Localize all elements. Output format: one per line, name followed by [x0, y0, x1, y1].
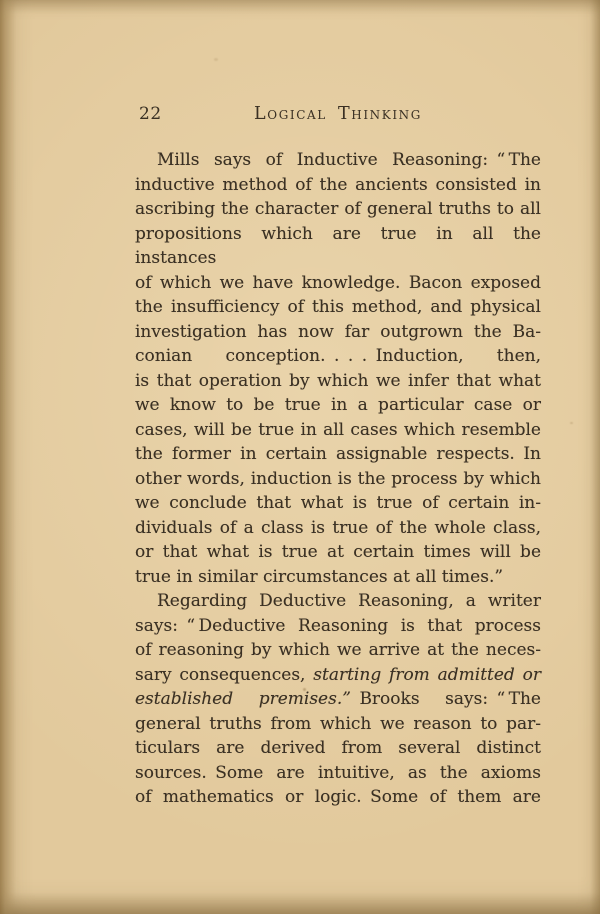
body-text — [135, 148, 541, 810]
running-title: Logical Thinking — [254, 104, 422, 124]
text-segment: the former in certain assignable respects. In — [135, 444, 541, 464]
text-line — [135, 393, 541, 418]
paper-speck — [570, 422, 573, 424]
text-segment: is that operation by which we infer that what — [135, 370, 541, 391]
running-head — [135, 104, 541, 130]
text-segment: of mathematics or logic. Some of them are — [135, 787, 541, 807]
text-segment: dividuals of a class is true of the whole class, — [135, 517, 541, 538]
text-line — [135, 785, 541, 810]
text-segment: sary consequences, — [135, 664, 314, 685]
text-line — [135, 467, 541, 492]
text-line — [135, 663, 541, 688]
text-segment: of reasoning by which we arrive at the neces- — [135, 640, 541, 660]
text-segment: conian conception. . . . Induction, then, — [135, 346, 541, 366]
text-segment: we conclude that what is true of certain in- — [135, 493, 541, 513]
text-segment: sources. Some are intuitive, as the axioms — [135, 762, 541, 783]
text-segment: propositions which are true in all the instances — [135, 223, 541, 268]
text-line — [135, 197, 541, 222]
text-segment: investigation has now far outgrown the Ba- — [135, 321, 541, 342]
paper-speck — [214, 58, 218, 61]
page-number: 22 — [139, 104, 162, 124]
text-line — [135, 565, 541, 590]
text-line — [135, 442, 541, 467]
text-segment: the insufficiency of this method, and physical — [135, 297, 541, 317]
text-line — [135, 295, 541, 320]
text-line — [135, 148, 541, 173]
text-segment: Mills says of Inductive Reasoning: “ The — [157, 150, 541, 170]
text-segment: Regarding Deductive Reasoning, a writer — [157, 591, 541, 611]
text-segment: other words, induction is the process by which — [135, 468, 541, 489]
text-line — [135, 344, 541, 369]
text-segment: ticulars are derived from several distinct — [135, 738, 541, 758]
text-segment: says: “ Deductive Reasoning is that process — [135, 615, 541, 636]
text-line — [135, 540, 541, 565]
text-line — [135, 222, 541, 271]
text-segment: general truths from which we reason to par- — [135, 713, 541, 734]
text-line — [135, 516, 541, 541]
italic-text: starting from admitted or — [313, 664, 541, 685]
text-line — [135, 712, 541, 737]
text-line — [135, 614, 541, 639]
text-segment: or that what is true at certain times will be — [135, 542, 541, 562]
text-line — [135, 589, 541, 614]
paragraphs — [135, 148, 541, 810]
text-line — [135, 761, 541, 786]
text-line — [135, 491, 541, 516]
text-segment: of which we have knowledge. Bacon exposed — [135, 272, 541, 293]
text-segment: ascribing the character of general truths to all — [135, 199, 541, 219]
text-segment: we know to be true in a particular case or — [135, 395, 541, 415]
text-line — [135, 320, 541, 345]
text-segment: inductive method of the ancients consisted in — [135, 174, 541, 195]
text-line — [135, 173, 541, 198]
text-line — [135, 369, 541, 394]
text-line — [135, 638, 541, 663]
italic-text: established premises.” — [135, 689, 351, 709]
text-line — [135, 736, 541, 761]
text-line — [135, 418, 541, 443]
text-line — [135, 271, 541, 296]
text-segment: true in similar circumstances at all times.” — [135, 566, 504, 587]
text-line — [135, 687, 541, 712]
text-segment: cases, will be true in all cases which resemble — [135, 419, 541, 440]
text-segment: Brooks says: “ The — [350, 689, 541, 709]
